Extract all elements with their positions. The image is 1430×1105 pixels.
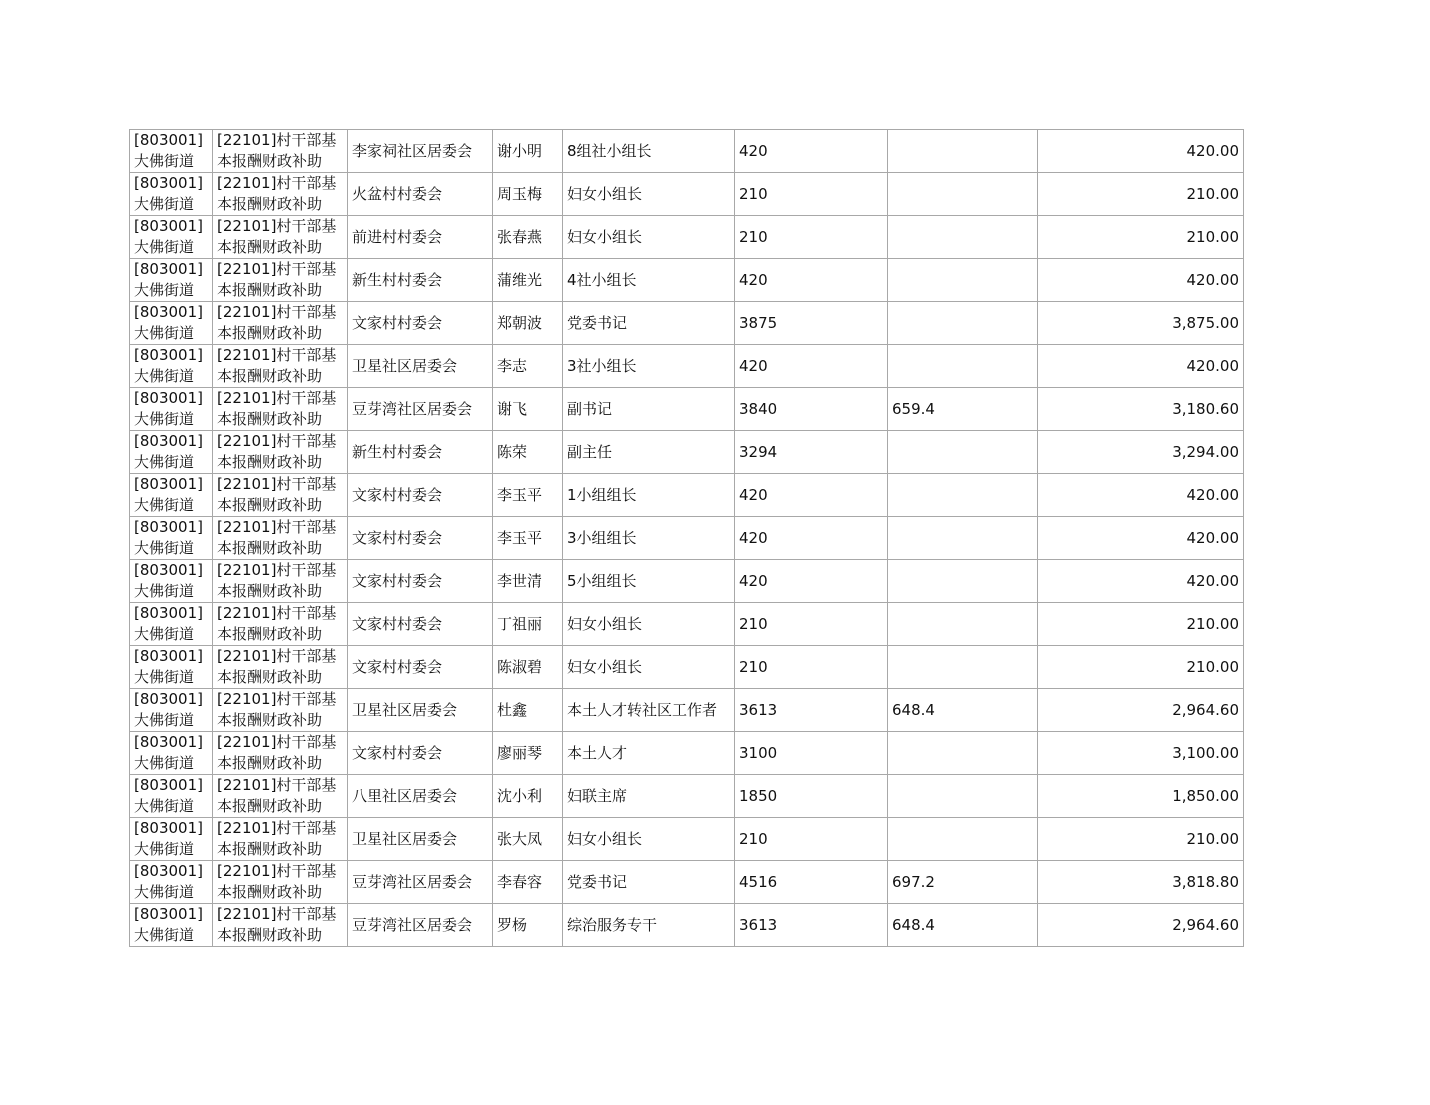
unit-name: 大佛街道 [134, 668, 195, 686]
unit-cell [130, 603, 213, 646]
unit-name: 大佛街道 [134, 625, 195, 643]
fund-cell [213, 861, 348, 904]
fund-cell [213, 732, 348, 775]
org-cell: 豆芽湾社区居委会 [348, 904, 493, 947]
base-cell: 420 [735, 474, 888, 517]
amount-cell: 420.00 [1038, 259, 1244, 302]
fund-name: 本报酬财政补助 [217, 453, 323, 471]
table-row [130, 474, 1244, 517]
unit-cell [130, 259, 213, 302]
fund-name: 本报酬财政补助 [217, 238, 323, 256]
unit-code: [803001] [134, 647, 203, 665]
deduct-cell [888, 474, 1038, 517]
base-cell: 420 [735, 259, 888, 302]
person-cell: 杜鑫 [493, 689, 563, 732]
table-row [130, 646, 1244, 689]
unit-code: [803001] [134, 690, 203, 708]
position-cell: 本土人才 [563, 732, 735, 775]
fund-name: 本报酬财政补助 [217, 926, 323, 944]
fund-code: [22101]村干部基 [217, 776, 337, 794]
unit-code: [803001] [134, 862, 203, 880]
unit-name: 大佛街道 [134, 926, 195, 944]
fund-cell [213, 904, 348, 947]
unit-cell [130, 818, 213, 861]
base-cell: 3613 [735, 689, 888, 732]
fund-name: 本报酬财政补助 [217, 711, 323, 729]
unit-code: [803001] [134, 217, 203, 235]
base-cell: 420 [735, 130, 888, 173]
unit-code: [803001] [134, 733, 203, 751]
fund-cell [213, 259, 348, 302]
fund-name: 本报酬财政补助 [217, 410, 323, 428]
org-cell: 前进村村委会 [348, 216, 493, 259]
table-row [130, 388, 1244, 431]
fund-name: 本报酬财政补助 [217, 324, 323, 342]
org-cell: 李家祠社区居委会 [348, 130, 493, 173]
org-cell: 文家村村委会 [348, 517, 493, 560]
table-row [130, 259, 1244, 302]
fund-name: 本报酬财政补助 [217, 840, 323, 858]
fund-name: 本报酬财政补助 [217, 195, 323, 213]
deduct-cell [888, 259, 1038, 302]
org-cell: 文家村村委会 [348, 603, 493, 646]
amount-cell: 2,964.60 [1038, 904, 1244, 947]
org-cell: 卫星社区居委会 [348, 345, 493, 388]
fund-cell [213, 173, 348, 216]
unit-name: 大佛街道 [134, 496, 195, 514]
org-cell: 豆芽湾社区居委会 [348, 861, 493, 904]
unit-code: [803001] [134, 346, 203, 364]
base-cell: 210 [735, 173, 888, 216]
base-cell: 1850 [735, 775, 888, 818]
amount-cell: 1,850.00 [1038, 775, 1244, 818]
base-cell: 420 [735, 560, 888, 603]
fund-name: 本报酬财政补助 [217, 152, 323, 170]
person-cell: 张春燕 [493, 216, 563, 259]
amount-cell: 420.00 [1038, 345, 1244, 388]
amount-cell: 210.00 [1038, 216, 1244, 259]
unit-name: 大佛街道 [134, 324, 195, 342]
unit-cell [130, 646, 213, 689]
person-cell: 谢飞 [493, 388, 563, 431]
fund-code: [22101]村干部基 [217, 905, 337, 923]
fund-code: [22101]村干部基 [217, 561, 337, 579]
base-cell: 210 [735, 603, 888, 646]
unit-code: [803001] [134, 260, 203, 278]
unit-cell [130, 388, 213, 431]
person-cell: 沈小利 [493, 775, 563, 818]
fund-cell [213, 388, 348, 431]
unit-code: [803001] [134, 518, 203, 536]
amount-cell: 420.00 [1038, 517, 1244, 560]
deduct-cell [888, 130, 1038, 173]
unit-cell [130, 517, 213, 560]
position-cell: 妇女小组长 [563, 818, 735, 861]
position-cell: 妇联主席 [563, 775, 735, 818]
table-row [130, 861, 1244, 904]
base-cell: 4516 [735, 861, 888, 904]
amount-cell: 2,964.60 [1038, 689, 1244, 732]
table-row [130, 689, 1244, 732]
fund-code: [22101]村干部基 [217, 432, 337, 450]
position-cell: 妇女小组长 [563, 646, 735, 689]
person-cell: 谢小明 [493, 130, 563, 173]
fund-name: 本报酬财政补助 [217, 668, 323, 686]
fund-name: 本报酬财政补助 [217, 883, 323, 901]
unit-cell [130, 732, 213, 775]
table-row [130, 517, 1244, 560]
unit-cell [130, 775, 213, 818]
unit-code: [803001] [134, 174, 203, 192]
fund-cell [213, 517, 348, 560]
fund-cell [213, 216, 348, 259]
position-cell: 3社小组长 [563, 345, 735, 388]
person-cell: 陈淑碧 [493, 646, 563, 689]
table-row [130, 560, 1244, 603]
fund-name: 本报酬财政补助 [217, 754, 323, 772]
amount-cell: 3,818.80 [1038, 861, 1244, 904]
unit-name: 大佛街道 [134, 754, 195, 772]
deduct-cell [888, 302, 1038, 345]
fund-name: 本报酬财政补助 [217, 582, 323, 600]
fund-name: 本报酬财政补助 [217, 281, 323, 299]
position-cell: 副书记 [563, 388, 735, 431]
deduct-cell: 659.4 [888, 388, 1038, 431]
unit-name: 大佛街道 [134, 797, 195, 815]
deduct-cell: 648.4 [888, 689, 1038, 732]
unit-cell [130, 173, 213, 216]
fund-cell [213, 431, 348, 474]
deduct-cell [888, 345, 1038, 388]
person-cell: 李玉平 [493, 474, 563, 517]
unit-cell [130, 474, 213, 517]
deduct-cell [888, 732, 1038, 775]
deduct-cell [888, 173, 1038, 216]
org-cell: 卫星社区居委会 [348, 818, 493, 861]
org-cell: 文家村村委会 [348, 732, 493, 775]
amount-cell: 210.00 [1038, 818, 1244, 861]
org-cell: 火盆村村委会 [348, 173, 493, 216]
unit-code: [803001] [134, 303, 203, 321]
deduct-cell [888, 431, 1038, 474]
amount-cell: 420.00 [1038, 130, 1244, 173]
position-cell: 党委书记 [563, 302, 735, 345]
fund-code: [22101]村干部基 [217, 690, 337, 708]
amount-cell: 3,100.00 [1038, 732, 1244, 775]
position-cell: 妇女小组长 [563, 173, 735, 216]
unit-name: 大佛街道 [134, 453, 195, 471]
fund-name: 本报酬财政补助 [217, 367, 323, 385]
base-cell: 3875 [735, 302, 888, 345]
table-row [130, 775, 1244, 818]
deduct-cell [888, 646, 1038, 689]
unit-name: 大佛街道 [134, 582, 195, 600]
payroll-table [129, 129, 1244, 947]
fund-cell [213, 345, 348, 388]
table-row [130, 302, 1244, 345]
fund-code: [22101]村干部基 [217, 260, 337, 278]
org-cell: 新生村村委会 [348, 431, 493, 474]
fund-cell [213, 130, 348, 173]
fund-code: [22101]村干部基 [217, 518, 337, 536]
amount-cell: 420.00 [1038, 560, 1244, 603]
base-cell: 420 [735, 517, 888, 560]
position-cell: 3小组组长 [563, 517, 735, 560]
person-cell: 李世清 [493, 560, 563, 603]
fund-cell [213, 689, 348, 732]
deduct-cell [888, 818, 1038, 861]
deduct-cell: 697.2 [888, 861, 1038, 904]
unit-name: 大佛街道 [134, 281, 195, 299]
unit-cell [130, 560, 213, 603]
unit-code: [803001] [134, 905, 203, 923]
base-cell: 3613 [735, 904, 888, 947]
fund-code: [22101]村干部基 [217, 217, 337, 235]
position-cell: 综治服务专干 [563, 904, 735, 947]
unit-name: 大佛街道 [134, 238, 195, 256]
person-cell: 陈荣 [493, 431, 563, 474]
unit-name: 大佛街道 [134, 711, 195, 729]
unit-code: [803001] [134, 475, 203, 493]
fund-code: [22101]村干部基 [217, 303, 337, 321]
org-cell: 豆芽湾社区居委会 [348, 388, 493, 431]
fund-code: [22101]村干部基 [217, 647, 337, 665]
table-row [130, 216, 1244, 259]
deduct-cell [888, 216, 1038, 259]
amount-cell: 210.00 [1038, 646, 1244, 689]
fund-code: [22101]村干部基 [217, 389, 337, 407]
position-cell: 8组社小组长 [563, 130, 735, 173]
table-row [130, 130, 1244, 173]
fund-code: [22101]村干部基 [217, 346, 337, 364]
unit-name: 大佛街道 [134, 840, 195, 858]
person-cell: 张大凤 [493, 818, 563, 861]
fund-cell [213, 302, 348, 345]
person-cell: 蒲维光 [493, 259, 563, 302]
fund-name: 本报酬财政补助 [217, 496, 323, 514]
unit-cell [130, 431, 213, 474]
person-cell: 丁祖丽 [493, 603, 563, 646]
amount-cell: 3,875.00 [1038, 302, 1244, 345]
unit-code: [803001] [134, 819, 203, 837]
base-cell: 210 [735, 818, 888, 861]
fund-code: [22101]村干部基 [217, 733, 337, 751]
base-cell: 3294 [735, 431, 888, 474]
fund-cell [213, 603, 348, 646]
unit-code: [803001] [134, 389, 203, 407]
org-cell: 卫星社区居委会 [348, 689, 493, 732]
fund-code: [22101]村干部基 [217, 475, 337, 493]
unit-code: [803001] [134, 776, 203, 794]
base-cell: 210 [735, 216, 888, 259]
deduct-cell: 648.4 [888, 904, 1038, 947]
person-cell: 李玉平 [493, 517, 563, 560]
fund-cell [213, 560, 348, 603]
org-cell: 文家村村委会 [348, 474, 493, 517]
fund-cell [213, 818, 348, 861]
unit-cell [130, 216, 213, 259]
org-cell: 新生村村委会 [348, 259, 493, 302]
unit-code: [803001] [134, 131, 203, 149]
person-cell: 周玉梅 [493, 173, 563, 216]
fund-code: [22101]村干部基 [217, 131, 337, 149]
amount-cell: 210.00 [1038, 173, 1244, 216]
position-cell: 妇女小组长 [563, 603, 735, 646]
deduct-cell [888, 603, 1038, 646]
base-cell: 3100 [735, 732, 888, 775]
unit-cell [130, 345, 213, 388]
org-cell: 文家村村委会 [348, 302, 493, 345]
person-cell: 李志 [493, 345, 563, 388]
fund-code: [22101]村干部基 [217, 604, 337, 622]
position-cell: 党委书记 [563, 861, 735, 904]
org-cell: 八里社区居委会 [348, 775, 493, 818]
unit-cell [130, 689, 213, 732]
unit-name: 大佛街道 [134, 195, 195, 213]
unit-cell [130, 904, 213, 947]
position-cell: 妇女小组长 [563, 216, 735, 259]
unit-cell [130, 861, 213, 904]
position-cell: 副主任 [563, 431, 735, 474]
fund-cell [213, 646, 348, 689]
org-cell: 文家村村委会 [348, 646, 493, 689]
position-cell: 5小组组长 [563, 560, 735, 603]
unit-name: 大佛街道 [134, 367, 195, 385]
unit-name: 大佛街道 [134, 539, 195, 557]
fund-name: 本报酬财政补助 [217, 797, 323, 815]
fund-code: [22101]村干部基 [217, 174, 337, 192]
table-row [130, 603, 1244, 646]
table-row [130, 431, 1244, 474]
fund-cell [213, 775, 348, 818]
table-row [130, 345, 1244, 388]
amount-cell: 210.00 [1038, 603, 1244, 646]
table-row [130, 818, 1244, 861]
unit-name: 大佛街道 [134, 152, 195, 170]
fund-code: [22101]村干部基 [217, 819, 337, 837]
unit-code: [803001] [134, 604, 203, 622]
unit-name: 大佛街道 [134, 883, 195, 901]
base-cell: 210 [735, 646, 888, 689]
position-cell: 1小组组长 [563, 474, 735, 517]
table-body [130, 130, 1244, 947]
org-cell: 文家村村委会 [348, 560, 493, 603]
fund-code: [22101]村干部基 [217, 862, 337, 880]
position-cell: 4社小组长 [563, 259, 735, 302]
deduct-cell [888, 775, 1038, 818]
amount-cell: 3,294.00 [1038, 431, 1244, 474]
unit-name: 大佛街道 [134, 410, 195, 428]
table-row [130, 732, 1244, 775]
table-row [130, 904, 1244, 947]
unit-code: [803001] [134, 561, 203, 579]
person-cell: 罗杨 [493, 904, 563, 947]
deduct-cell [888, 560, 1038, 603]
person-cell: 李春容 [493, 861, 563, 904]
deduct-cell [888, 517, 1038, 560]
amount-cell: 420.00 [1038, 474, 1244, 517]
base-cell: 3840 [735, 388, 888, 431]
amount-cell: 3,180.60 [1038, 388, 1244, 431]
unit-code: [803001] [134, 432, 203, 450]
position-cell: 本土人才转社区工作者 [563, 689, 735, 732]
unit-cell [130, 302, 213, 345]
person-cell: 郑朝波 [493, 302, 563, 345]
fund-name: 本报酬财政补助 [217, 625, 323, 643]
fund-cell [213, 474, 348, 517]
table-row [130, 173, 1244, 216]
fund-name: 本报酬财政补助 [217, 539, 323, 557]
base-cell: 420 [735, 345, 888, 388]
unit-cell [130, 130, 213, 173]
person-cell: 廖丽琴 [493, 732, 563, 775]
